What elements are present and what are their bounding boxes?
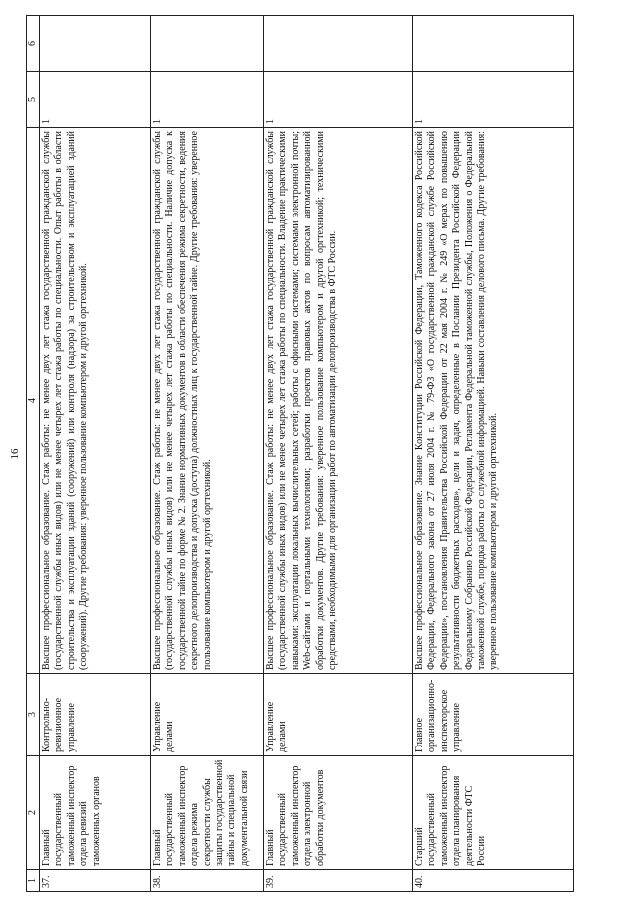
extra-cell — [40, 16, 151, 72]
column-header: 2 — [27, 756, 40, 870]
extra-cell — [264, 16, 413, 72]
column-header: 4 — [27, 128, 40, 674]
department-name: Главное организационно-инспекторское управление — [413, 674, 574, 756]
row-number: 38. — [151, 870, 264, 892]
position-title: Старший государственный таможенный инспектор отдела планирования деятельности ФТС России — [413, 756, 574, 870]
extra-cell — [413, 16, 574, 72]
page-number: 16 — [9, 448, 21, 460]
requirements-text: Высшее профессиональное образование. Стаж работы: не менее двух лет стажа государственной гражданской службы (государственной службы иных видов) или не менее четырех лет стажа работы по специальности. Опыт работы в области строительства и эксплуатации зданий (сооружений) или контроля (надзора) за строительством и эксплуатацией зданий (сооружений). Другие требования: уверенное пользование компьютером и другой оргтехникой. — [40, 128, 151, 674]
column-header: 6 — [27, 16, 40, 72]
count-cell: 1 — [40, 72, 151, 128]
department-name: Управление делами — [264, 674, 413, 756]
extra-cell — [151, 16, 264, 72]
requirements-text: Высшее профессиональное образование. Стаж работы: не менее двух лет стажа государственной гражданской службы (государственной службы иных видов) или не менее четырех лет стажа работы по специальности. Наличие допуска к государственной тайне по форме № 2. Знание нормативных документов в области обеспечения режима секретности, ведения секретного делопроизводства и допуска (доступа) должностных лиц к государственной тайне. Другие требования: уверенное пользование компьютером и другой оргтехникой. — [151, 128, 264, 674]
positions-table — [26, 15, 574, 892]
row-number: 39. — [264, 870, 413, 892]
row-number: 40. — [413, 870, 574, 892]
column-header: 5 — [27, 72, 40, 128]
count-cell: 1 — [264, 72, 413, 128]
position-title: Главный государственный таможенный инспектор отдела электронной обработки документов — [264, 756, 413, 870]
department-name: Управление делами — [151, 674, 264, 756]
department-name: Контрольно-ревизионное управление — [40, 674, 151, 756]
column-header: 3 — [27, 674, 40, 756]
requirements-text: Высшее профессиональное образование. Знание Конституции Российской Федерации, Таможенного кодекса Российской Федерации, Федерального закона от 27 июля 2004 г. № 79-ФЗ «О государственной гражданской службе Российской Федерации», постановления Правительства Российской Федерации от 22 мая 2004 г. № 249 «О мерах по повышению результативности бюджетных расходов», цели и задач, определенные в Послании Президента Российской Федерации Федеральному Собранию Российской Федерации, Регламента Федеральной таможенной службы, Положения о Федеральной таможенной службе, порядка работы со служебной информацией. Навыки составления делового письма. Другие требования: уверенное пользование компьютером и другой оргтехникой. — [413, 128, 574, 674]
position-title: Главный государственный таможенный инспектор отдела ревизий таможенных органов — [40, 756, 151, 870]
count-cell: 1 — [151, 72, 264, 128]
count-cell: 1 — [413, 72, 574, 128]
table-header-row — [27, 16, 40, 892]
table-row — [151, 16, 264, 892]
column-header: 1 — [27, 870, 40, 892]
row-number: 37. — [40, 870, 151, 892]
table-row — [40, 16, 151, 892]
rotated-page — [8, 16, 608, 892]
requirements-text: Высшее профессиональное образование. Стаж работы: не менее двух лет стажа государственной гражданской службы (государственной службы иных видов) или не менее четырех лет стажа работы по специальности. Владение практическими навыками: эксплуатации локальных вычислительных сетей; работы с офисными системами; системами электронной почты; Web-сайтами и портальными технологиями; разработки проектов правовых актов по вопросам автоматизированной обработки документов. Другие требования: уверенное пользование компьютером и другой оргтехникой; техническими средствами, необходимыми для организации работ по автоматизации делопроизводства в ФТС России. — [264, 128, 413, 674]
table-row — [264, 16, 413, 892]
position-title: Главный государственный таможенный инспектор отдела режима секретности службы защиты государственной тайны и специальной документальной связи — [151, 756, 264, 870]
table-row — [413, 16, 574, 892]
